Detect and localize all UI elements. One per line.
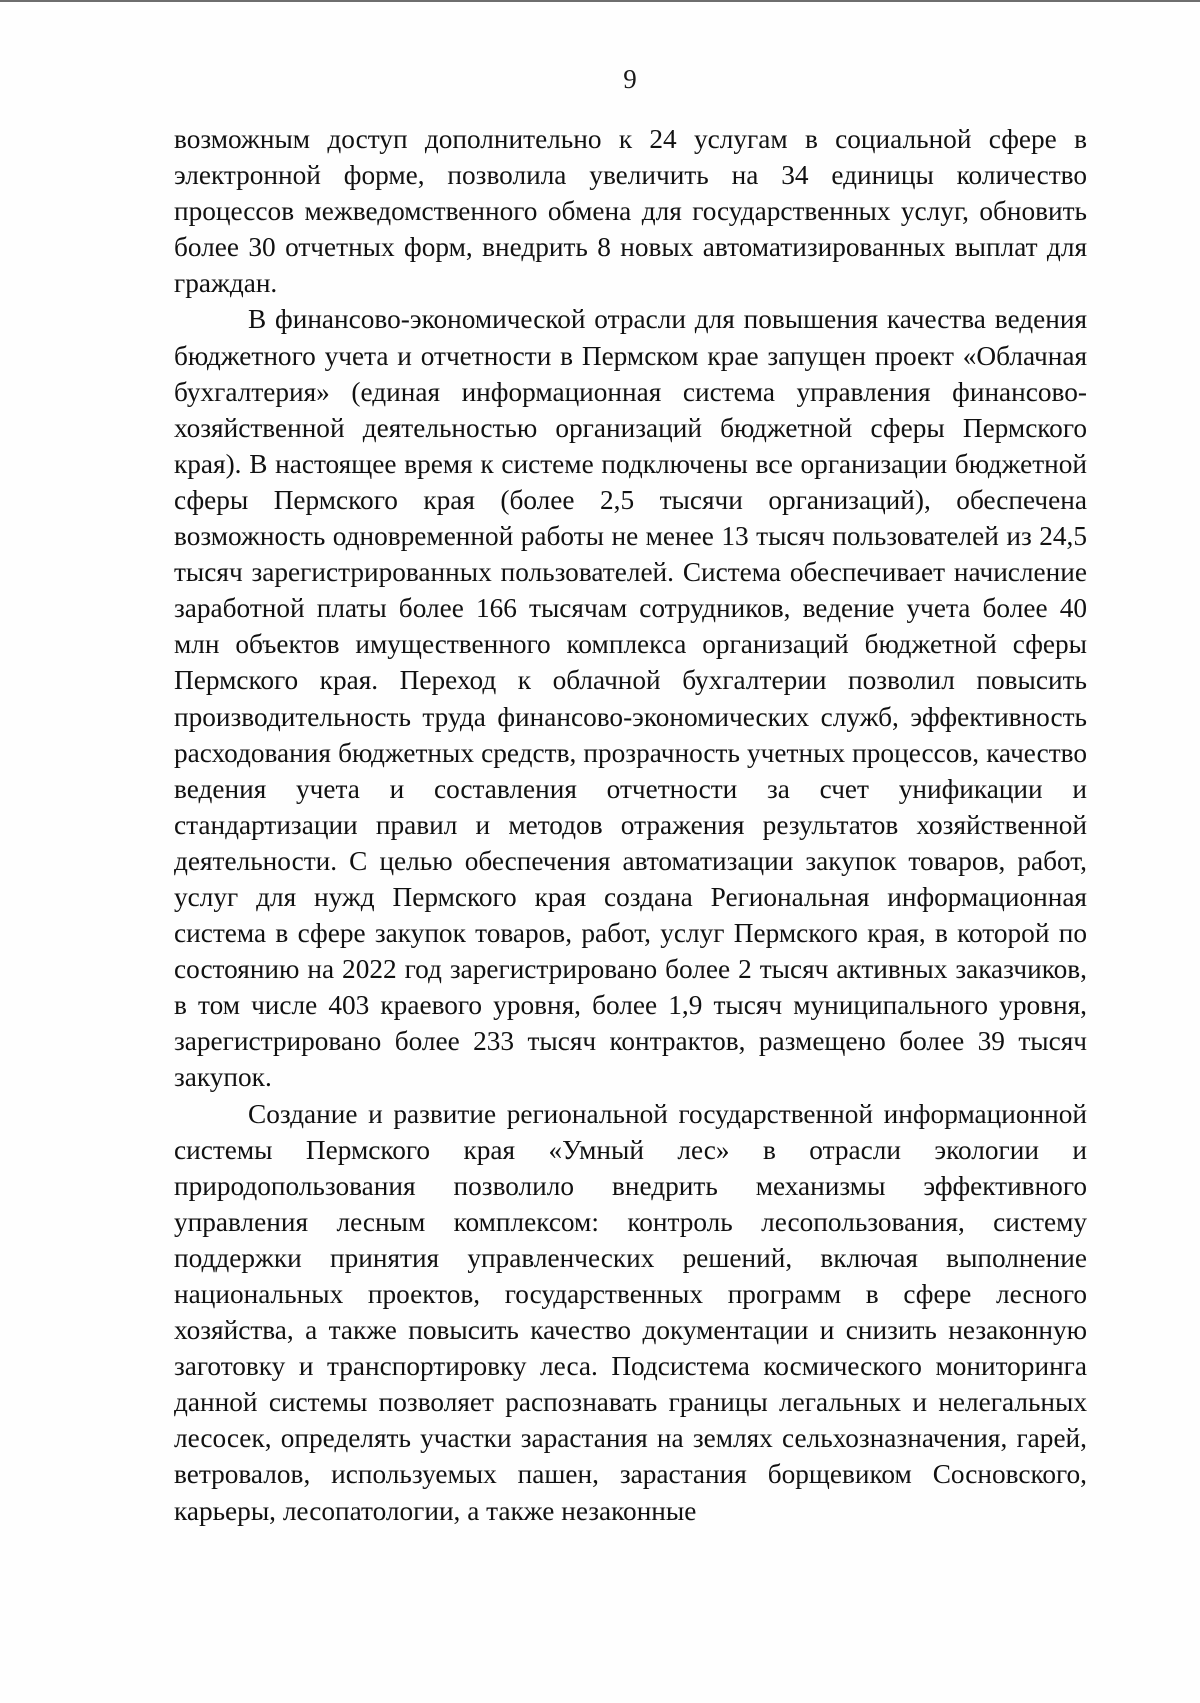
paragraph-1: возможным доступ дополнительно к 24 услугам в социальной сфере в электронной форме, позволила увеличить на 34 единицы количество процессов межведомственного обмена для государственных услуг, обновить более 30 отчетных форм, внедрить 8 новых автоматизированных выплат для граждан. — [174, 124, 1087, 299]
page-number: 9 — [623, 64, 637, 94]
page-top-edge — [0, 0, 1200, 2]
paragraph-2: В финансово-экономической отрасли для повышения качества ведения бюджетного учета и отчетности в Пермском крае запущен проект «Облачная бухгалтерия» (единая информационная система управления финансово-хозяйственной деятельностью организаций бюджетной сферы Пермского края). В настоящее время к системе подключены все организации бюджетной сферы Пермского края (более 2,5 тысячи организаций), обеспечена возможность одновременной работы не менее 13 тысяч пользователей из 24,5 тысяч зарегистрированных пользователей. Система обеспечивает начисление заработной платы более 166 тысячам сотрудников, ведение учета более 40 млн объектов имущественного комплекса организаций бюджетной сферы Пермского края. Переход к облачной бухгалтерии позволил повысить производительность труда финансово-экономических служб, эффективность расходования бюджетных средств, прозрачность учетных процессов, качество ведения учета и составления отчетности за счет унификации и стандартизации правил и методов отражения результатов хозяйственной деятельности. С целью обеспечения автоматизации закупок товаров, работ, услуг для нужд Пермского края создана Региональная информационная система в сфере закупок товаров, работ, услуг Пермского края, в которой по состоянию на 2022 год зарегистрировано более 2 тысяч активных заказчиков, в том числе 403 краевого уровня, более 1,9 тысяч муниципального уровня, зарегистрировано более 233 тысяч контрактов, размещено более 39 тысяч закупок. — [174, 304, 1087, 1093]
document-body — [174, 121, 1087, 1529]
paragraph-3: Создание и развитие региональной государственной информационной системы Пермского края «Умный лес» в отрасли экологии и природопользования позволило внедрить механизмы эффективного управления лесным комплексом: контроль лесопользования, систему поддержки принятия управленческих решений, включая выполнение национальных проектов, государственных программ в сфере лесного хозяйства, а также повысить качество документации и снизить незаконную заготовку и транспортировку леса. Подсистема космического мониторинга данной системы позволяет распознавать границы легальных и нелегальных лесосек, определять участки зарастания на землях сельхозназначения, гарей, ветровалов, используемых пашен, зарастания борщевиком Сосновского, карьеры, лесопатологии, а также незаконные — [174, 1098, 1087, 1526]
